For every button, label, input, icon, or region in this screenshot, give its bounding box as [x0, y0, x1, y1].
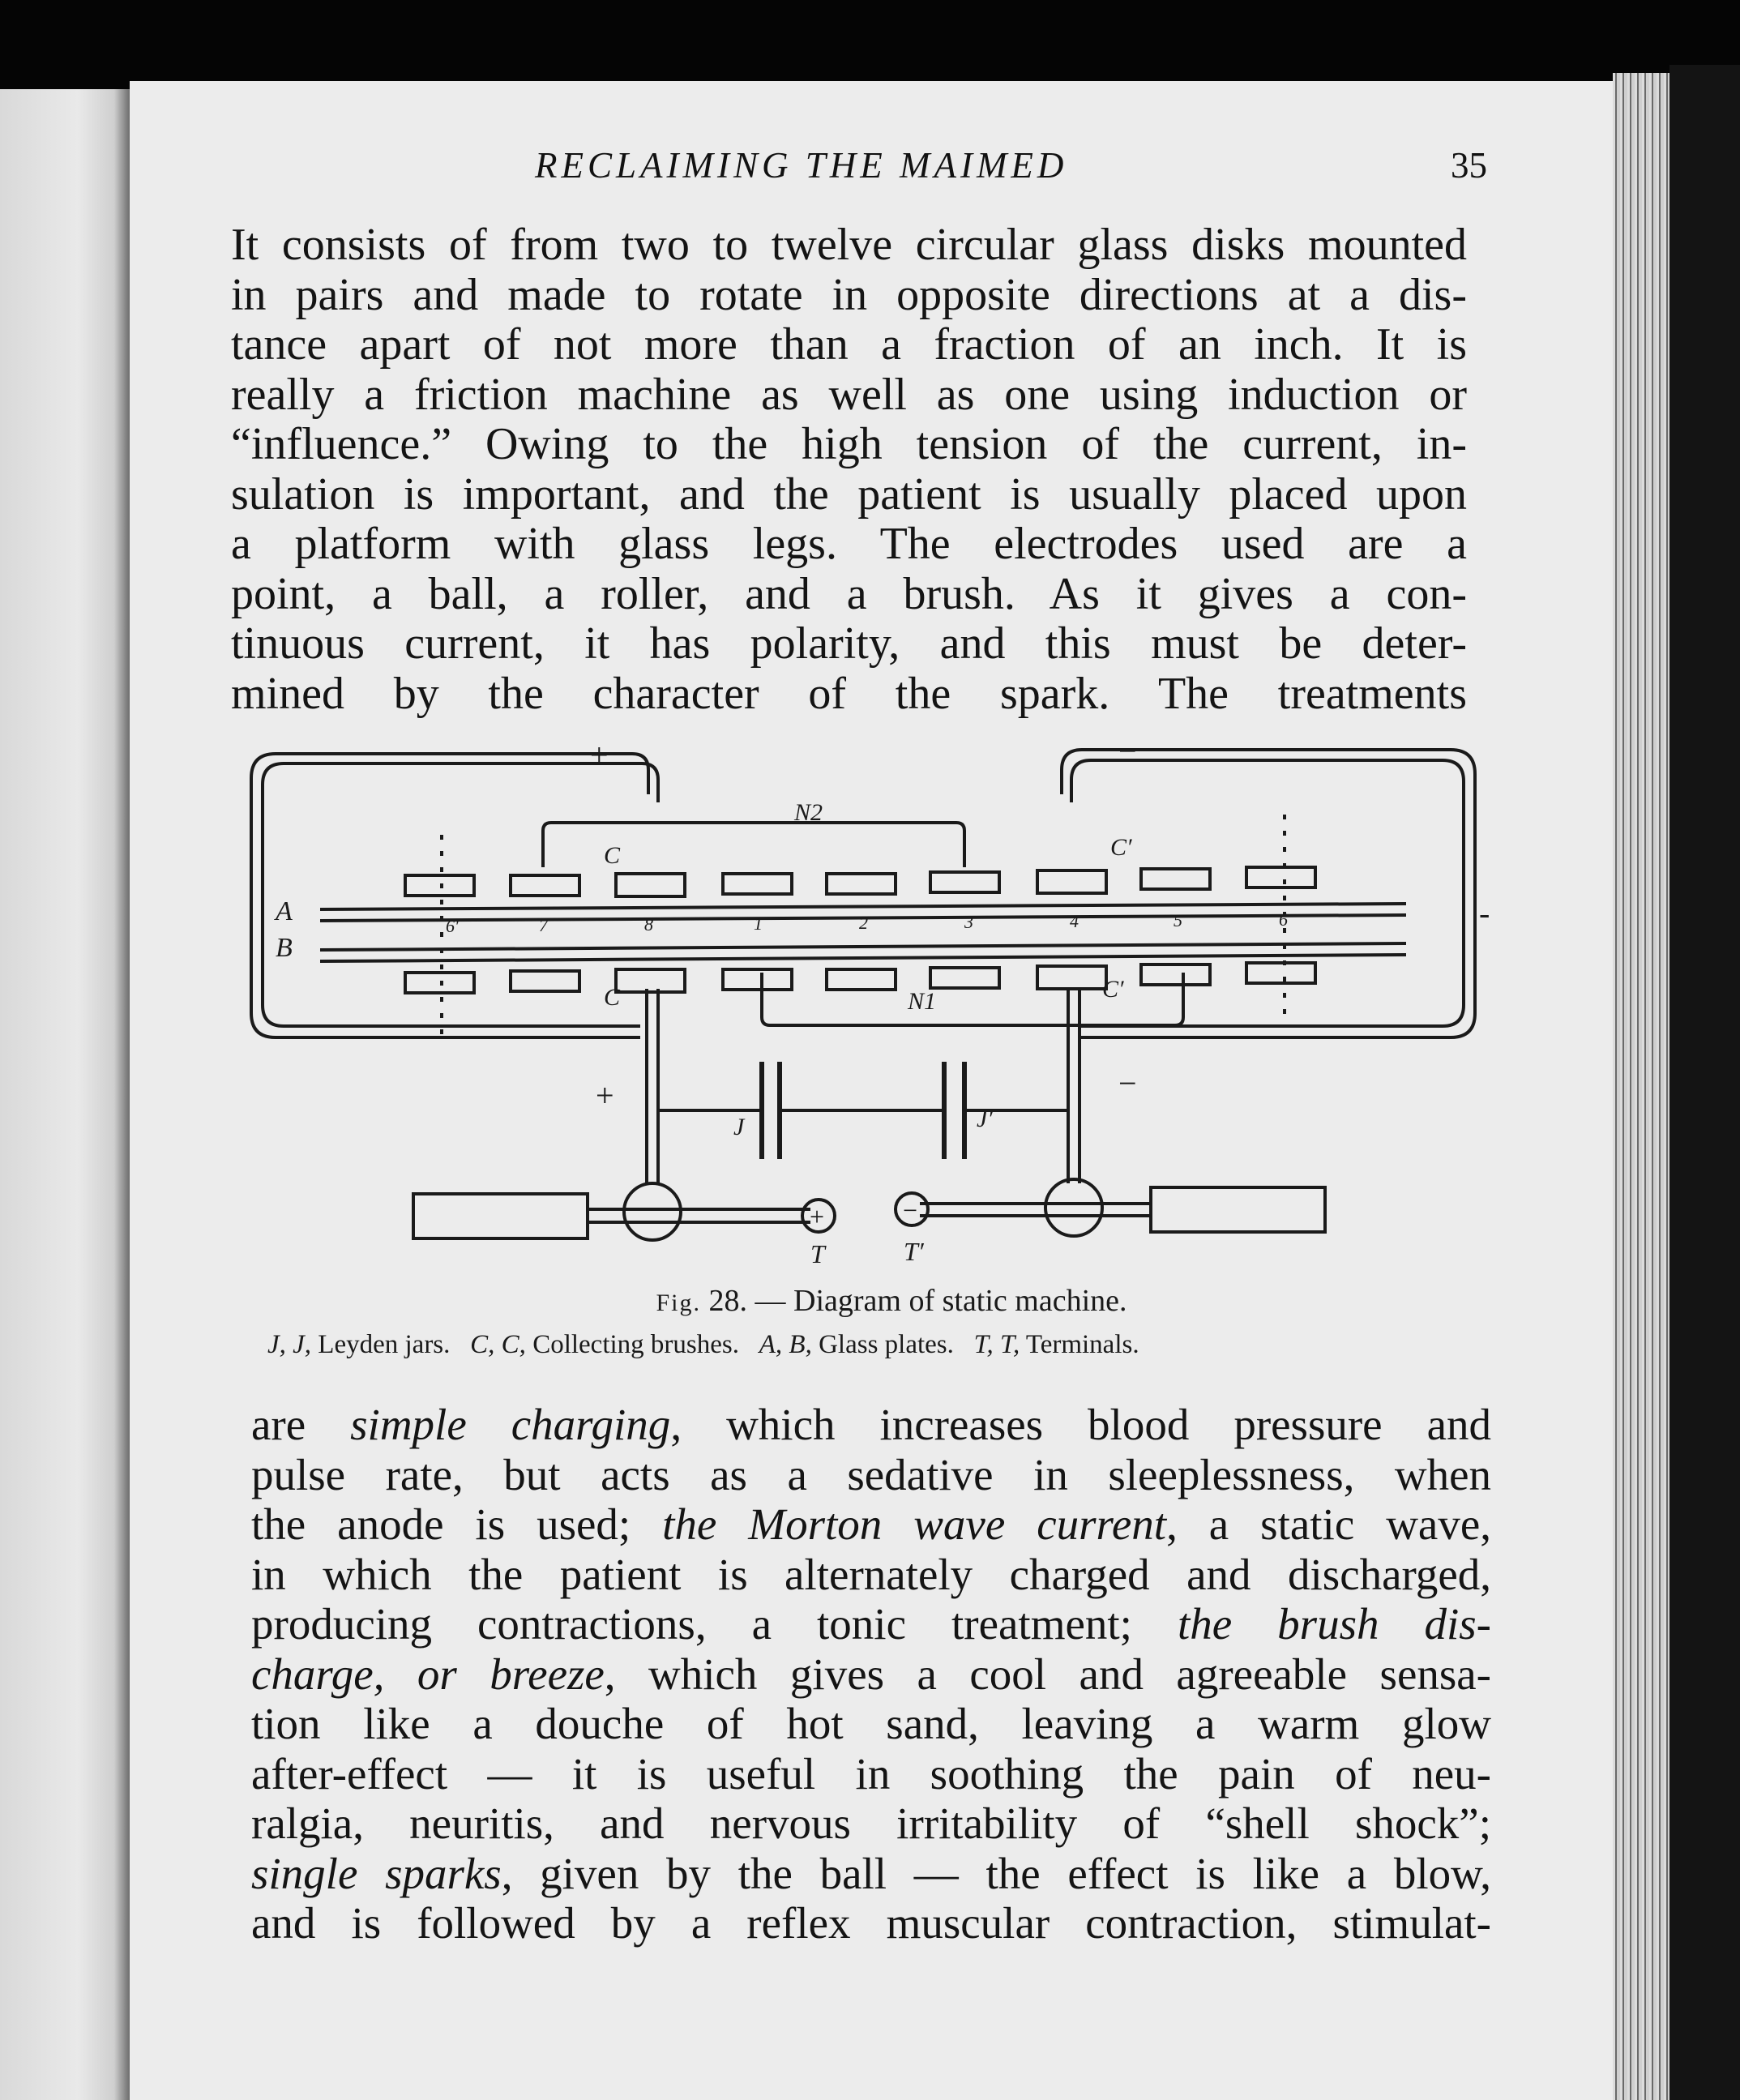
text-line: and is followed by a reflex muscular contraction, stimulat-: [251, 1898, 1491, 1948]
text-line: [251, 1599, 1491, 1649]
sector-box: [930, 968, 999, 988]
italic-term: the Morton wave current: [662, 1499, 1167, 1549]
bottom-sector-row: [405, 963, 1315, 993]
sector-box: [723, 969, 792, 990]
page-edges: [1613, 73, 1669, 2100]
label-terminal-plus: +: [810, 1202, 825, 1231]
label-minus-mid: −: [1118, 1065, 1137, 1101]
label-terminal-minus: −: [903, 1195, 918, 1225]
text-line: point, a ball, a roller, and a brush. As it gives a con-: [231, 568, 1467, 619]
sector-box: [405, 875, 474, 896]
diagram-svg: [243, 729, 1491, 1281]
sector-box: [1037, 966, 1106, 989]
sector-number: 6′: [446, 916, 459, 936]
text-line: mined by the character of the spark. The treatments: [231, 668, 1467, 719]
right-outer-conductor-inner: [1071, 760, 1464, 1026]
figure-caption: [267, 1283, 1483, 1360]
text-run: , a static wave,: [1166, 1499, 1491, 1549]
label-terminal-t-prime: T′: [904, 1237, 924, 1266]
sector-numbers: [446, 909, 1288, 936]
label-plus-mid: +: [596, 1077, 614, 1114]
italic-term: simple charging: [350, 1400, 671, 1449]
left-handle: [413, 1194, 588, 1238]
text-line: tion like a douche of hot sand, leaving a warm glow: [251, 1699, 1491, 1748]
text-line: “influence.” Owing to the high tension of the current, in-: [231, 419, 1467, 469]
page-number: 35: [1451, 145, 1487, 186]
sector-box: [1246, 867, 1315, 887]
label-brush-c-top: C: [604, 842, 621, 869]
legend-key: C, C,: [470, 1330, 526, 1359]
text-line: It consists of from two to twelve circular glass disks mounted: [231, 220, 1467, 270]
plate-a-edge-1: [320, 904, 1406, 909]
page-header: [454, 144, 1499, 193]
body-paragraph-bottom: [251, 1400, 1491, 1948]
italic-term: charge, or breeze: [251, 1649, 605, 1699]
running-head: RECLAIMING THE MAIMED: [535, 145, 1068, 186]
top-sector-row: [405, 867, 1315, 896]
text-run: , which gives a cool and agreeable sensa-: [604, 1649, 1492, 1699]
label-brush-c-prime-top: C′: [1110, 834, 1132, 861]
italic-term: single sparks: [251, 1848, 502, 1898]
label-plate-a: A: [276, 896, 293, 926]
text-run: the anode is used;: [251, 1499, 663, 1549]
sector-box: [616, 969, 685, 992]
sector-box: [1037, 870, 1106, 893]
sector-box: [616, 874, 685, 896]
label-n2: N2: [794, 799, 823, 826]
text-line: [251, 1649, 1491, 1700]
sector-number: 4: [1070, 911, 1079, 931]
text-run: producing contractions, a tonic treatment;: [251, 1599, 1178, 1649]
text-run: are: [251, 1400, 351, 1449]
label-jar-j-prime: J′: [977, 1106, 993, 1132]
text-line: after-effect — it is useful in soothing the pain of neu-: [251, 1748, 1491, 1798]
facing-page-edge: [0, 89, 130, 2100]
text-line: in which the patient is alternately charged and discharged,: [251, 1549, 1491, 1599]
text-run: , which increases blood pressure and: [670, 1400, 1492, 1449]
text-line: sulation is important, and the patient is usually placed upon: [231, 468, 1467, 520]
sector-box: [1141, 964, 1210, 985]
text-line: tance apart of not more than a fraction of an inch. It is: [231, 319, 1467, 370]
sector-box: [511, 971, 579, 991]
scan-background: [0, 0, 1740, 89]
left-ball-joint: [624, 1183, 681, 1240]
sector-number: 3: [964, 912, 973, 932]
text-line: [251, 1499, 1491, 1550]
label-brush-c-bottom: C: [604, 984, 621, 1011]
text-line: [251, 1400, 1491, 1450]
sector-box: [405, 973, 474, 993]
label-minus-top: −: [1118, 733, 1137, 769]
caption-legend: [267, 1330, 1483, 1360]
sector-box: [1246, 963, 1315, 983]
legend-text: Glass plates.: [811, 1330, 954, 1359]
sector-box: [930, 872, 999, 892]
right-ball-joint: [1045, 1179, 1102, 1236]
label-brush-c-prime-bottom: C′: [1102, 976, 1124, 1003]
label-minus-right: -: [1479, 895, 1490, 931]
sector-box: [511, 875, 579, 896]
text-line: [251, 1849, 1491, 1899]
caption-fig-prefix: Fig.: [656, 1290, 701, 1316]
body-paragraph-top: [231, 220, 1467, 719]
text-line: pulse rate, but acts as a sedative in sleeplessness, when: [251, 1449, 1491, 1499]
sector-box: [827, 969, 896, 990]
label-terminal-t: T: [810, 1239, 825, 1268]
text-line: really a friction machine as well as one using induction or: [231, 369, 1467, 420]
legend-text: Leyden jars.: [311, 1330, 451, 1359]
legend-key: A, B,: [759, 1330, 812, 1359]
book-cover-edge: [1669, 65, 1740, 2100]
sector-number: 5: [1174, 910, 1182, 930]
text-line: tinuous current, it has polarity, and this must be deter-: [231, 618, 1467, 669]
label-n1: N1: [908, 988, 937, 1015]
sector-box: [1141, 869, 1210, 889]
label-jar-j: J: [733, 1114, 745, 1140]
legend-text: Terminals.: [1020, 1330, 1139, 1359]
legend-key: T, T,: [973, 1330, 1020, 1359]
text-run: , given by the ball — the effect is like a blow,: [501, 1848, 1492, 1898]
plate-b-edge-1: [320, 943, 1406, 950]
right-handle: [1151, 1187, 1325, 1232]
sector-number: 7: [539, 915, 548, 935]
label-plus-top: +: [590, 737, 609, 773]
legend-key: J, J,: [267, 1330, 312, 1359]
sector-number: 6: [1279, 909, 1288, 930]
sector-box: [827, 874, 896, 894]
italic-term: the brush dis-: [1177, 1599, 1491, 1649]
caption-title-text: 28. — Diagram of static machine.: [701, 1284, 1127, 1318]
caption-title: [300, 1283, 1483, 1319]
legend-text: Collecting brushes.: [525, 1330, 739, 1359]
label-plate-b: B: [276, 933, 293, 963]
sector-number: 2: [859, 913, 868, 933]
plate-b-edge-2: [320, 955, 1406, 961]
text-line: in pairs and made to rotate in opposite directions at a dis-: [231, 269, 1467, 320]
text-line: a platform with glass legs. The electrodes used are a: [231, 519, 1467, 569]
sector-number: 8: [644, 914, 653, 935]
sector-number: 1: [754, 913, 763, 934]
text-line: ralgia, neuritis, and nervous irritability of “shell shock”;: [251, 1798, 1491, 1848]
static-machine-diagram: [243, 729, 1491, 1281]
sector-box: [723, 874, 792, 894]
